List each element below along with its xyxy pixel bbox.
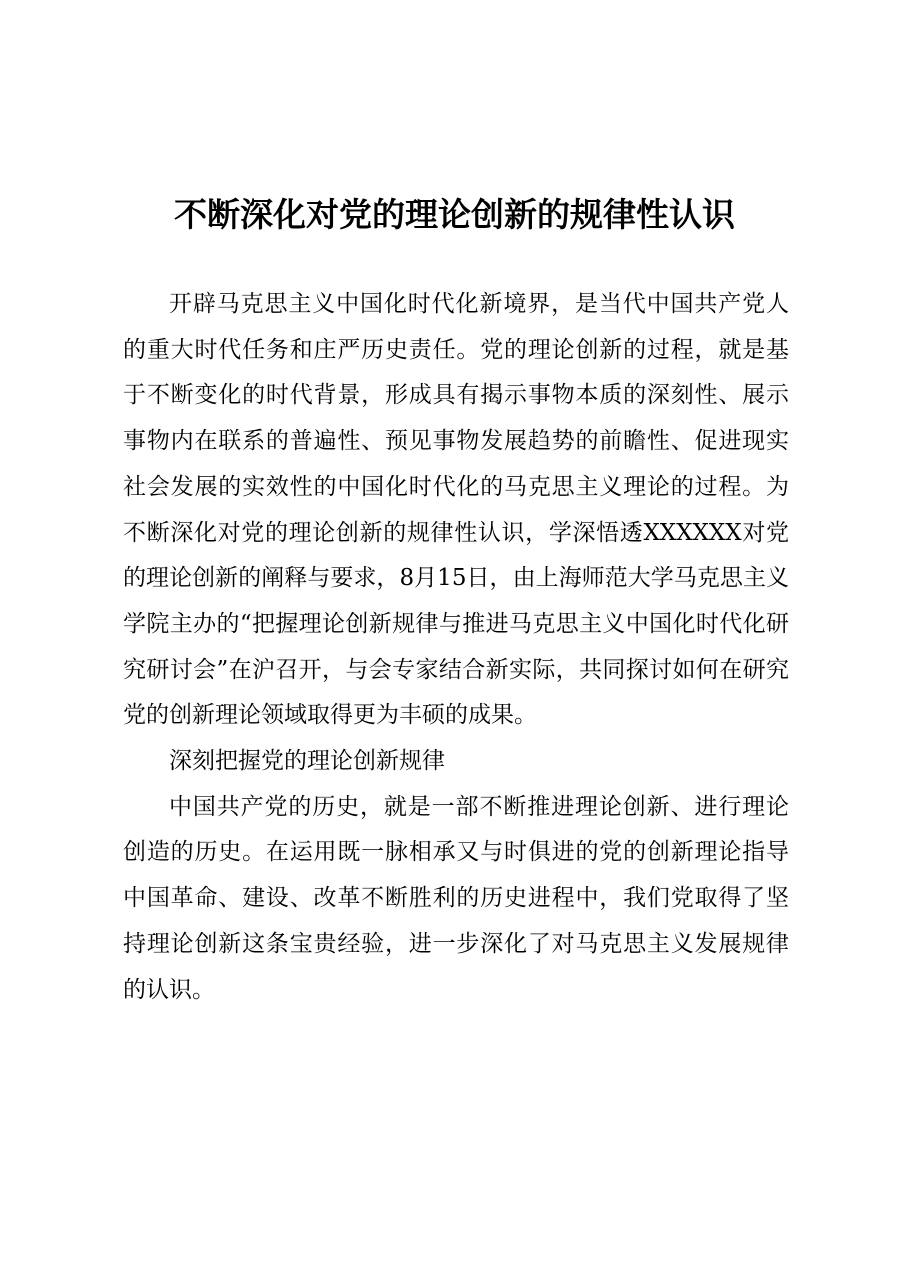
document-title: 不断深化对党的理论创新的规律性认识 <box>174 195 735 234</box>
document-body <box>123 282 789 1013</box>
paragraph-history: 中国共产党的历史，就是一部不断推进理论创新、进行理论创造的历史。在运用既一脉相承又与时俱进的党的创新理论指导中国革命、建设、改革不断胜利的历史进程中，我们党取得了坚持理论创新这条宝贵经验，进一步深化了对马克思主义发展规律的认识。 <box>123 793 789 1003</box>
section-heading: 深刻把握党的理论创新规律 <box>169 748 445 775</box>
paragraph-intro: 开辟马克思主义中国化时代化新境界，是当代中国共产党人的重大时代任务和庄严历史责任。党的理论创新的过程，就是基于不断变化的时代背景，形成具有揭示事物本质的深刻性、展示事物内在联系的普遍性、预见事物发展趋势的前瞻性、促进现实社会发展的实效性的中国化时代化的马克思主义理论的过程。为不断深化对党的理论创新的规律性认识，学深悟透XXXXXX对党的理论创新的阐释与要求，8月15日，由上海师范大学马克思主义学院主办的“把握理论创新规律与推进马克思主义中国化时代化研究研讨会”在沪召开，与会专家结合新实际，共同探讨如何在研究党的创新理论领域取得更为丰硕的成果。 <box>123 291 789 729</box>
